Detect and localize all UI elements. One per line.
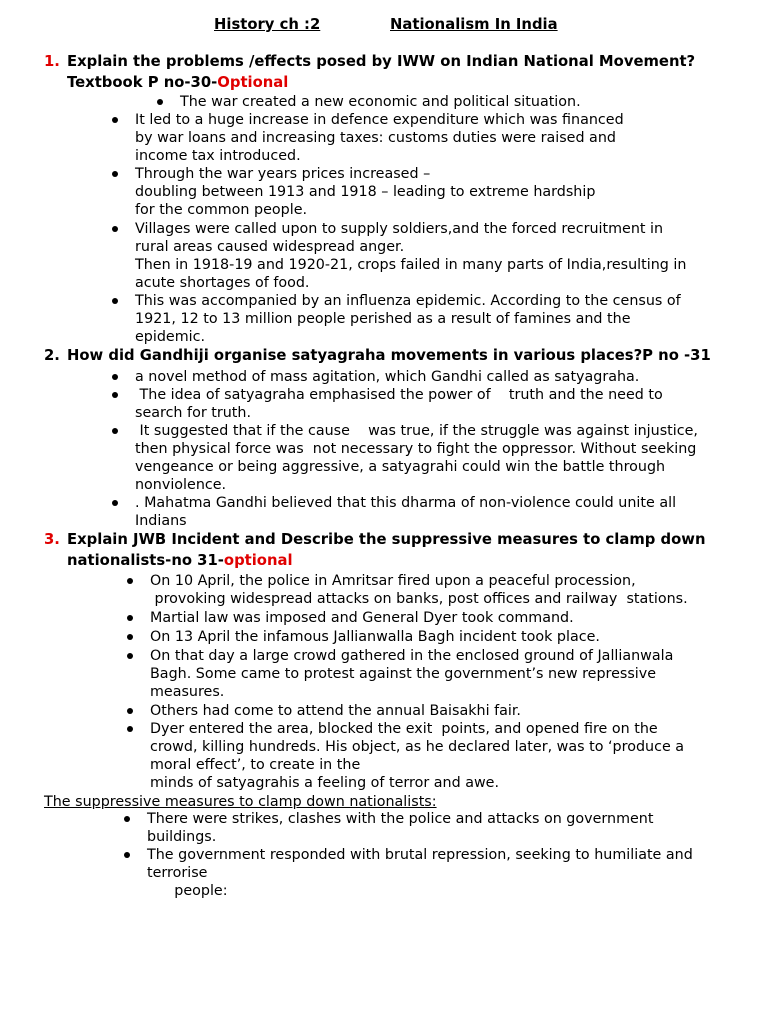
optional-tag: Optional bbox=[217, 73, 289, 91]
bullet-text-line: The idea of satyagraha emphasised the power of truth and the need to bbox=[135, 387, 663, 403]
bullet-text-line: provoking widespread attacks on banks, post offices and railway stations. bbox=[150, 591, 688, 607]
bullet-text-line: Through the war years prices increased – bbox=[135, 166, 431, 182]
bullet-text-line: . Mahatma Gandhi believed that this dharma of non-violence could unite all bbox=[135, 495, 677, 511]
bullet-text-line: There were strikes, clashes with the police and attacks on government bbox=[147, 811, 654, 827]
bullet-item bbox=[135, 111, 624, 165]
bullet-text-line: nonviolence. bbox=[135, 477, 227, 493]
bullet-text-line: vengeance or being aggressive, a satyagrahi could win the battle through bbox=[135, 459, 666, 475]
bullet-item bbox=[135, 368, 639, 386]
bullet-text-line: It suggested that if the cause was true, if the struggle was against injustice, bbox=[135, 423, 698, 439]
bullet-text-line: Then in 1918-19 and 1920-21, crops failed in many parts of India,resulting in bbox=[135, 257, 687, 273]
bullet-dot-icon bbox=[127, 708, 133, 714]
bullet-text-line: income tax introduced. bbox=[135, 148, 301, 164]
bullet-item bbox=[150, 647, 673, 701]
bullet-item bbox=[147, 846, 693, 900]
title-chapter: History ch :2 bbox=[214, 16, 321, 33]
question-number: 2. bbox=[44, 347, 60, 364]
bullet-dot-icon bbox=[112, 500, 118, 506]
bullet-text-line: for the common people. bbox=[135, 202, 308, 218]
bullet-dot-icon bbox=[157, 99, 163, 105]
bullet-item bbox=[147, 810, 653, 846]
question-3 bbox=[44, 530, 705, 571]
bullet-text-line: minds of satyagrahis a feeling of terror and awe. bbox=[150, 775, 500, 791]
bullet-item bbox=[150, 572, 688, 608]
bullet-text-line: On 13 April the infamous Jallianwalla Bagh incident took place. bbox=[150, 629, 600, 645]
bullet-text-line: moral effect’, to create in the bbox=[150, 757, 361, 773]
bullet-item bbox=[150, 702, 521, 720]
bullet-text-line: Indians bbox=[135, 513, 187, 529]
question-text: Explain the problems /effects posed by IWW on Indian National Movement? bbox=[67, 53, 696, 70]
question-ref: Textbook P no-30- bbox=[67, 73, 218, 91]
bullet-text-line: then physical force was not necessary to fight the oppressor. Without seeking bbox=[135, 441, 697, 457]
bullet-text-line: This was accompanied by an influenza epidemic. According to the census of bbox=[135, 293, 681, 309]
bullet-text-line: search for truth. bbox=[135, 405, 251, 421]
bullet-text-line: crowd, killing hundreds. His object, as he declared later, was to ‘produce a bbox=[150, 739, 685, 755]
bullet-text-line: Villages were called upon to supply soldiers,and the forced recruitment in bbox=[135, 221, 664, 237]
bullet-text-line: The government responded with brutal repression, seeking to humiliate and bbox=[147, 847, 693, 863]
bullet-item bbox=[135, 494, 676, 530]
bullet-item bbox=[150, 628, 600, 646]
bullet-text-line: The war created a new economic and political situation. bbox=[180, 94, 581, 110]
bullet-text-line: epidemic. bbox=[135, 329, 206, 345]
bullet-dot-icon bbox=[124, 852, 130, 858]
question-text: Explain JWB Incident and Describe the suppressive measures to clamp down bbox=[67, 531, 706, 548]
bullet-dot-icon bbox=[112, 117, 118, 123]
bullet-dot-icon bbox=[127, 653, 133, 659]
section-heading: The suppressive measures to clamp down nationalists: bbox=[44, 794, 437, 810]
bullet-dot-icon bbox=[112, 428, 118, 434]
bullet-item bbox=[135, 422, 698, 494]
question-ref: nationalists-no 31- bbox=[67, 551, 224, 569]
question-number: 1. bbox=[44, 53, 60, 70]
bullet-text-line: Others had come to attend the annual Baisakhi fair. bbox=[150, 703, 521, 719]
bullet-text-line: acute shortages of food. bbox=[135, 275, 310, 291]
question-1 bbox=[44, 52, 695, 93]
bullet-dot-icon bbox=[124, 816, 130, 822]
question-text: How did Gandhiji organise satyagraha movements in various places?P no -31 bbox=[67, 347, 711, 364]
page-title bbox=[0, 16, 768, 36]
title-topic: Nationalism In India bbox=[390, 16, 558, 33]
bullet-item bbox=[150, 720, 684, 792]
bullet-dot-icon bbox=[112, 226, 118, 232]
bullet-text-line: a novel method of mass agitation, which Gandhi called as satyagraha. bbox=[135, 369, 640, 385]
bullet-text-line: 1921, 12 to 13 million people perished as a result of famines and the bbox=[135, 311, 631, 327]
bullet-text-line: It led to a huge increase in defence expenditure which was financed bbox=[135, 112, 624, 128]
bullet-item bbox=[135, 165, 595, 219]
bullet-text-line: On 10 April, the police in Amritsar fired upon a peaceful procession, bbox=[150, 573, 636, 589]
bullet-item bbox=[150, 609, 574, 627]
bullet-text-line: people: bbox=[147, 883, 228, 899]
bullet-item bbox=[135, 292, 681, 346]
bullet-dot-icon bbox=[127, 726, 133, 732]
bullet-item bbox=[135, 220, 686, 292]
question-2 bbox=[44, 346, 711, 367]
bullet-dot-icon bbox=[112, 374, 118, 380]
bullet-dot-icon bbox=[127, 578, 133, 584]
bullet-item bbox=[180, 93, 581, 111]
bullet-text-line: rural areas caused widespread anger. bbox=[135, 239, 405, 255]
bullet-item bbox=[135, 386, 663, 422]
bullet-dot-icon bbox=[112, 171, 118, 177]
question-number: 3. bbox=[44, 531, 60, 548]
bullet-text-line: Martial law was imposed and General Dyer took command. bbox=[150, 610, 574, 626]
bullet-dot-icon bbox=[112, 298, 118, 304]
bullet-text-line: doubling between 1913 and 1918 – leading to extreme hardship bbox=[135, 184, 596, 200]
bullet-text-line: by war loans and increasing taxes: customs duties were raised and bbox=[135, 130, 616, 146]
bullet-dot-icon bbox=[127, 634, 133, 640]
bullet-text-line: Bagh. Some came to protest against the government’s new repressive bbox=[150, 666, 657, 682]
bullet-text-line: Dyer entered the area, blocked the exit points, and opened fire on the bbox=[150, 721, 658, 737]
bullet-text-line: terrorise bbox=[147, 865, 208, 881]
bullet-text-line: measures. bbox=[150, 684, 225, 700]
bullet-text-line: On that day a large crowd gathered in the enclosed ground of Jallianwala bbox=[150, 648, 674, 664]
optional-tag: optional bbox=[223, 551, 293, 569]
bullet-dot-icon bbox=[127, 615, 133, 621]
bullet-dot-icon bbox=[112, 392, 118, 398]
bullet-text-line: buildings. bbox=[147, 829, 217, 845]
